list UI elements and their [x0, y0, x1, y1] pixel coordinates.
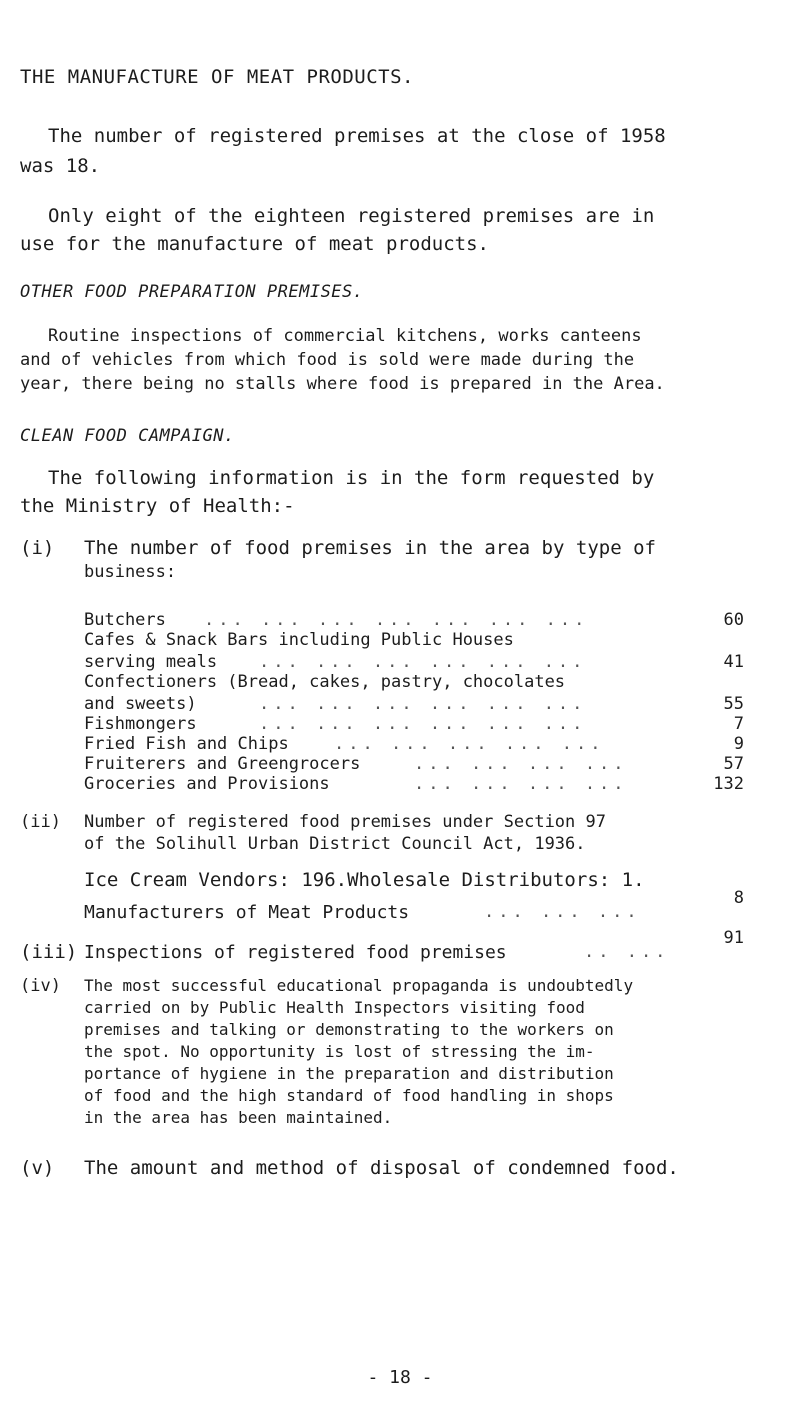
item-iv-line6: of food and the high standard of food handling in shops: [84, 1086, 614, 1105]
row-leader-dots: ... ... ... ... ... ...: [259, 652, 587, 672]
item-i-number: (i): [20, 537, 55, 559]
premises-row-serving-meals: [84, 652, 744, 674]
row-label: Inspections of registered food premises: [84, 942, 507, 963]
para1-line2: was 18.: [20, 155, 101, 177]
item-ii-manufacturers-row: [84, 888, 744, 924]
item-iv-line5: portance of hygiene in the preparation and distribution: [84, 1064, 614, 1083]
row-leader-dots: ... ... ... ... ... ...: [259, 694, 587, 714]
item-iv-number: (iv): [20, 976, 61, 996]
page-number: - 18 -: [367, 1367, 433, 1388]
item-ii-number: (ii): [20, 812, 61, 832]
row-value: 132: [713, 774, 744, 794]
row-leader-dots: .. ...: [584, 942, 670, 962]
row-leader-dots: ... ... ... ...: [414, 754, 628, 774]
para2-line1: Only eight of the eighteen registered premises are in: [48, 205, 655, 227]
item-ii-line1: Number of registered food premises under Section 97: [84, 812, 606, 832]
row-label: Groceries and Provisions: [84, 774, 330, 794]
item-v-line1: The amount and method of disposal of condemned food.: [84, 1157, 679, 1179]
row-value: 57: [723, 754, 744, 774]
section1-line3: year, there being no stalls where food is prepared in the Area.: [20, 374, 665, 394]
premises-row-fried-fish: [84, 734, 744, 756]
row-leader-dots: ... ... ... ...: [414, 774, 628, 794]
section-title-other-food: OTHER FOOD PREPARATION PREMISES.: [20, 282, 364, 302]
row-label: Fruiterers and Greengrocers: [84, 754, 361, 774]
item-iii-row: [84, 928, 744, 964]
para1-line1: The number of registered premises at the close of 1958: [48, 125, 666, 147]
item-ii-line3: Ice Cream Vendors: 196.Wholesale Distributors: 1.: [84, 869, 645, 891]
page-heading: THE MANUFACTURE OF MEAT PRODUCTS.: [20, 66, 414, 88]
item-ii-line2: of the Solihull Urban District Council Act, 1936.: [84, 834, 586, 854]
row-label: Butchers: [84, 610, 166, 630]
section2-line1: The following information is in the form requested by: [48, 467, 655, 489]
row-label: serving meals: [84, 652, 218, 672]
item-iv-line4: the spot. No opportunity is lost of stressing the im-: [84, 1042, 595, 1061]
premises-row-cafes: [84, 630, 744, 652]
section1-line2: and of vehicles from which food is sold were made during the: [20, 350, 635, 370]
premises-row-groceries: [84, 774, 744, 796]
section-title-clean-food: CLEAN FOOD CAMPAIGN.: [20, 426, 235, 446]
row-value: 91: [723, 928, 744, 948]
premises-row-fruiterers: [84, 754, 744, 776]
row-label: Manufacturers of Meat Products: [84, 902, 410, 923]
row-label: Fried Fish and Chips: [84, 734, 289, 754]
item-iv-line3: premises and talking or demonstrating to the workers on: [84, 1020, 614, 1039]
premises-row-sweets: [84, 694, 744, 716]
row-leader-dots: ... ... ... ... ... ...: [259, 714, 587, 734]
item-v-number: (v): [20, 1157, 55, 1179]
item-i-line1: The number of food premises in the area by type of: [84, 537, 656, 559]
para2-line2: use for the manufacture of meat products.: [20, 233, 489, 255]
row-leader-dots: ... ... ... ... ...: [334, 734, 605, 754]
item-iv-line2: carried on by Public Health Inspectors visiting food: [84, 998, 585, 1017]
row-label: and sweets): [84, 694, 197, 714]
section1-line1: Routine inspections of commercial kitchens, works canteens: [48, 326, 642, 346]
premises-row-confectioners: [84, 672, 744, 694]
row-value: 60: [723, 610, 744, 630]
row-leader-dots: ... ... ... ... ... ... ...: [204, 610, 589, 630]
row-value: 9: [733, 734, 744, 754]
row-leader-dots: ... ... ...: [484, 902, 641, 922]
row-value: 8: [733, 888, 744, 908]
item-iv-line7: in the area has been maintained.: [84, 1108, 393, 1127]
row-value: 7: [733, 714, 744, 734]
premises-row-butchers: [84, 610, 744, 632]
section2-line2: the Ministry of Health:-: [20, 495, 295, 517]
row-value: 55: [723, 694, 744, 714]
row-label: Confectioners (Bread, cakes, pastry, chocolates: [84, 672, 566, 692]
item-i-line2: business:: [84, 562, 177, 582]
premises-row-fishmongers: [84, 714, 744, 736]
row-label: Cafes & Snack Bars including Public Houses: [84, 630, 514, 650]
row-label: Fishmongers: [84, 714, 197, 734]
item-iii-number: (iii): [20, 941, 78, 963]
row-value: 41: [723, 652, 744, 672]
item-iv-line1: The most successful educational propaganda is undoubtedly: [84, 976, 634, 995]
